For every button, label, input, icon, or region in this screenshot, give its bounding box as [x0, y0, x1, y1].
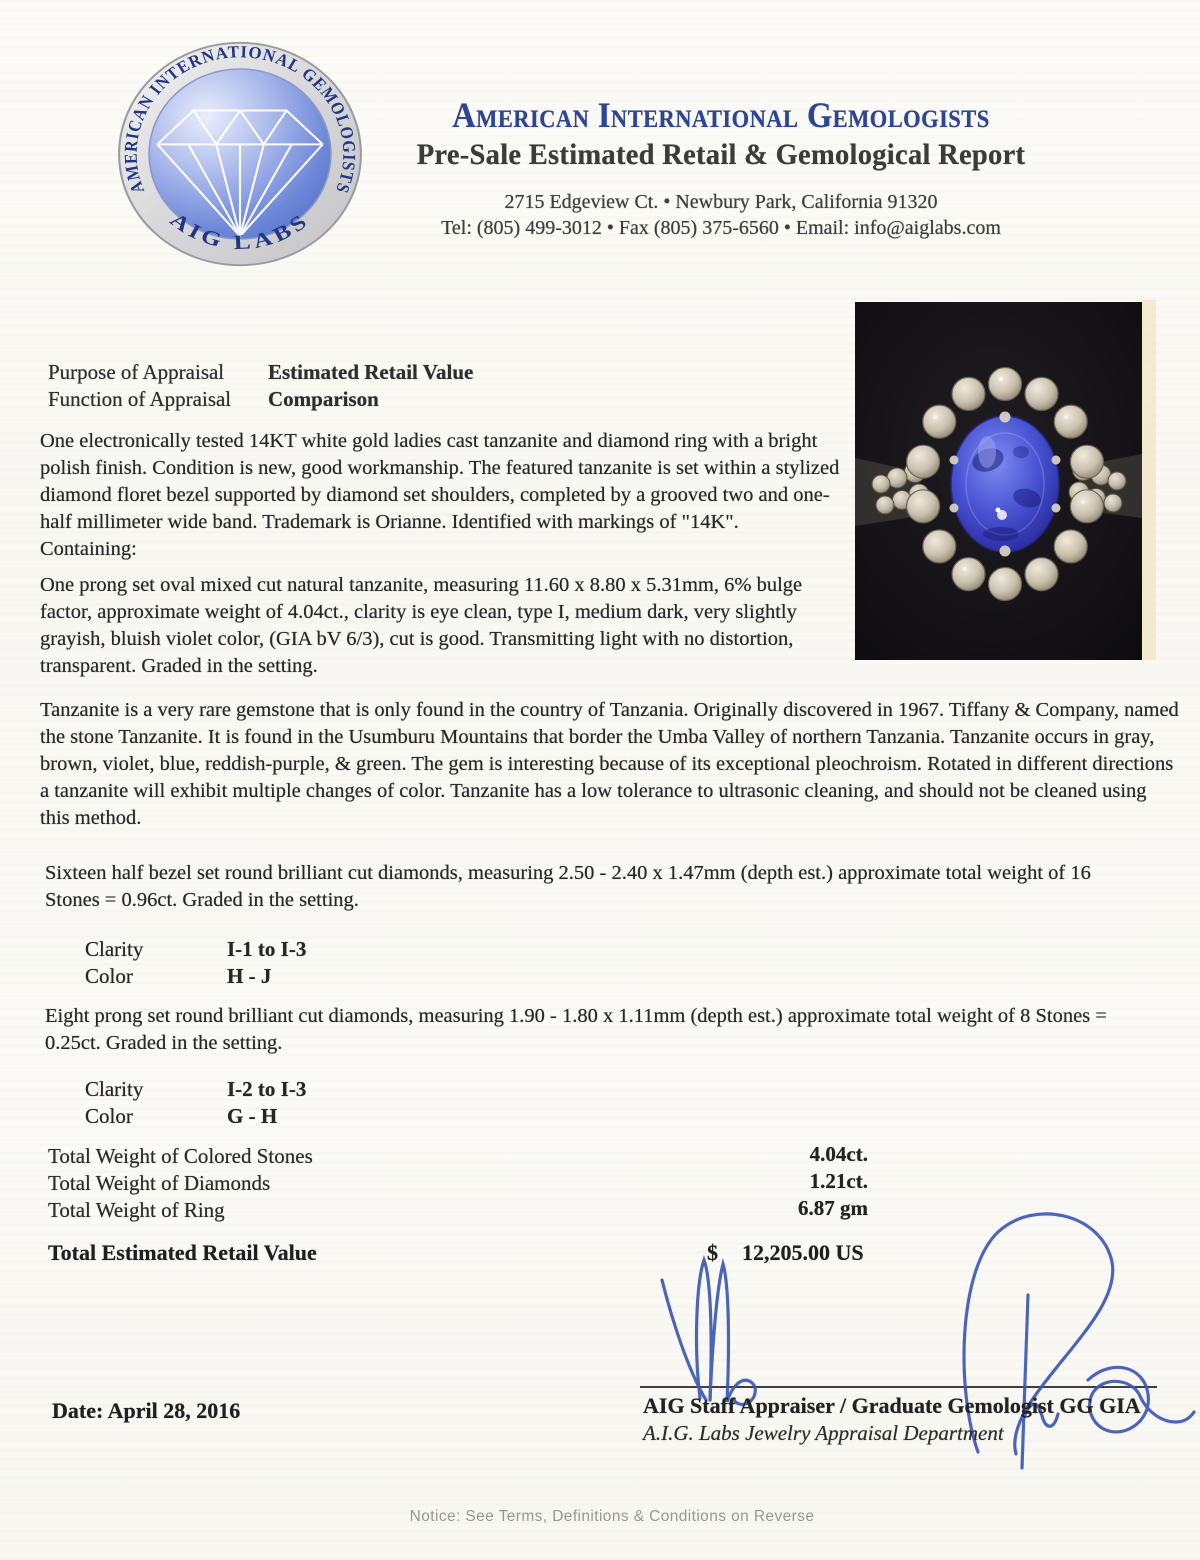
total-ring-weight-value: 6.87 gm [798, 1196, 868, 1220]
meta-label-function: Function of Appraisal [48, 387, 232, 411]
meta-label-purpose: Purpose of Appraisal [48, 360, 225, 384]
seal-bottom-text: AIG LABS [165, 207, 313, 254]
signature-line [640, 1386, 1157, 1388]
color-label-1: Color [85, 964, 133, 988]
retail-amount: 12,205.00 US [742, 1240, 864, 1265]
color-value-2: G - H [227, 1104, 278, 1128]
seal-arc-text: AMERICAN INTERNATIONAL GEMOLOGISTS [119, 41, 361, 197]
ring-photo [855, 302, 1142, 660]
retail-value-label: Total Estimated Retail Value [48, 1240, 317, 1265]
clarity-value-2: I-2 to I-3 [227, 1077, 307, 1101]
total-diamonds-value: 1.21ct. [809, 1169, 868, 1193]
report-title: Pre-Sale Estimated Retail & Gemological Report [416, 138, 1026, 171]
footer-notice: Notice: See Terms, Definitions & Conditions on Reverse [409, 1508, 815, 1525]
tanzanite-stone-paragraph: One prong set oval mixed cut natural tanzanite, measuring 11.60 x 8.80 x 5.31mm, 6% bulge factor, approximate weight of 4.04ct., clarity is eye clean, type I, medium dark, very slightly grayish, bluish violet color, (GIA bV 6/3), cut is good. Transmitting light with no distortion, transparent. Graded in the setting. [40, 574, 803, 677]
total-ring-weight-label: Total Weight of Ring [48, 1198, 225, 1222]
tanzania-info-paragraph: Tanzanite is a very rare gemstone that is only found in the country of Tanzania. Originally discovered in 1967. Tiffany & Company, named the stone Tanzanite. It is found in the Usumburu Mountains that border the Umba Valley of northern Tanzania. Tanzanite occurs in gray, brown, violet, blue, reddish-purple, & green. The gem is interesting because of its exceptional pleochroism. Rotated in different directions a tanzanite will exhibit multiple changes of color. Tanzanite has a low tolerance to ultrasonic cleaning, and should not be cleaned using this method. [40, 699, 1179, 829]
address-line: 2715 Edgeview Ct. • Newbury Park, California 91320 [504, 191, 938, 213]
total-diamonds-label: Total Weight of Diamonds [48, 1171, 271, 1195]
meta-value-function: Comparison [268, 387, 379, 411]
clarity-label-2: Clarity [85, 1077, 144, 1101]
ring-description-paragraph: One electronically tested 14KT white gold ladies cast tanzanite and diamond ring with a bright polish finish. Condition is new, good workmanship. The featured tanzanite is set within a stylized diamond floret bezel supported by diamond set shoulders, completed by a grooved two and one-half millimeter wide band. Trademark is Orianne. Identified with markings of "14K". Containing: [40, 430, 840, 560]
department-line: A.I.G. Labs Jewelry Appraisal Department [643, 1421, 1004, 1445]
scan-artifact-strip [1142, 300, 1156, 660]
total-colored-stones-label: Total Weight of Colored Stones [48, 1144, 313, 1168]
contact-line: Tel: (805) 499-3012 • Fax (805) 375-6560 • Email: info@aiglabs.com [441, 217, 1001, 239]
eight-diamonds-paragraph: Eight prong set round brilliant cut diamonds, measuring 1.90 - 1.80 x 1.11mm (depth est.) approximate total weight of 8 Stones = 0.25ct. Graded in the setting. [45, 1005, 1107, 1054]
retail-currency-symbol: $ [707, 1240, 718, 1265]
color-label-2: Color [85, 1104, 133, 1128]
meta-value-purpose: Estimated Retail Value [268, 360, 474, 384]
color-value-1: H - J [227, 964, 272, 988]
total-colored-stones-value: 4.04ct. [809, 1142, 868, 1166]
clarity-value-1: I-1 to I-3 [227, 937, 307, 961]
org-name-title: American International Gemologists [452, 95, 990, 135]
appraiser-title-line: AIG Staff Appraiser / Graduate Gemologist GG GIA [643, 1393, 1141, 1418]
report-date: Date: April 28, 2016 [52, 1398, 241, 1423]
aig-seal-logo [116, 38, 364, 270]
clarity-label-1: Clarity [85, 937, 144, 961]
sixteen-diamonds-paragraph: Sixteen half bezel set round brilliant cut diamonds, measuring 2.50 - 2.40 x 1.47mm (depth est.) approximate total weight of 16 Stones = 0.96ct. Graded in the setting. [45, 862, 1091, 911]
